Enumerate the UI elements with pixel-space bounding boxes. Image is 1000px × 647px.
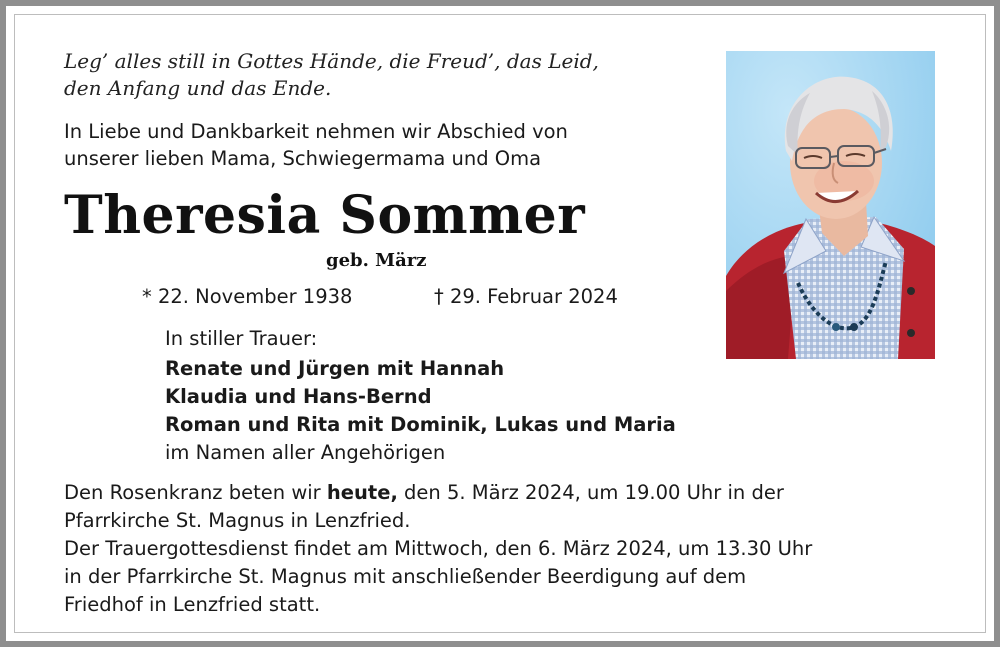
verse — [64, 48, 599, 102]
obituary-card — [6, 6, 994, 641]
birth-date: * 22. November 1938 — [142, 285, 353, 308]
service-line-2: in der Pfarrkirche St. Magnus mit anschließender Beerdigung auf dem — [64, 565, 747, 588]
death-date: † 29. Februar 2024 — [434, 285, 618, 308]
mourner-family-list — [165, 355, 676, 439]
rosary-line-2: Pfarrkirche St. Magnus in Lenzfried. — [64, 509, 411, 532]
mourners-lead: In stiller Trauer: — [165, 327, 318, 350]
farewell-text — [64, 118, 568, 172]
mourners-closing: im Namen aller Angehörigen — [165, 441, 446, 464]
deceased-name: Theresia Sommer — [64, 185, 586, 246]
mourner-family: Renate und Jürgen mit Hannah — [165, 357, 505, 380]
service-line-1: Der Trauergottesdienst findet am Mittwoch, den 6. März 2024, um 13.30 Uhr — [64, 537, 813, 560]
rosary-text-start: Den Rosenkranz beten wir — [64, 481, 327, 504]
mourner-family: Klaudia und Hans-Bernd — [165, 385, 432, 408]
verse-line-2: den Anfang und das Ende. — [64, 76, 332, 100]
rosary-text-end: den 5. März 2024, um 19.00 Uhr in der — [397, 481, 784, 504]
portrait-illustration — [726, 51, 935, 359]
service-line-3: Friedhof in Lenzfried statt. — [64, 593, 321, 616]
mourners-block — [165, 325, 676, 467]
farewell-line-2: unserer lieben Mama, Schwiegermama und Oma — [64, 147, 542, 170]
farewell-line-1: In Liebe und Dankbarkeit nehmen wir Abschied von — [64, 120, 568, 143]
rosary-line-1 — [64, 479, 812, 507]
mourner-family: Roman und Rita mit Dominik, Lukas und Maria — [165, 413, 676, 436]
rosary-day: heute, — [326, 481, 398, 504]
portrait-photo — [726, 51, 935, 359]
obituary-content — [6, 6, 994, 641]
maiden-name: geb. März — [326, 250, 427, 271]
funeral-details — [64, 479, 812, 619]
verse-line-1: Leg’ alles still in Gottes Hände, die Freud’, das Leid, — [64, 49, 599, 73]
